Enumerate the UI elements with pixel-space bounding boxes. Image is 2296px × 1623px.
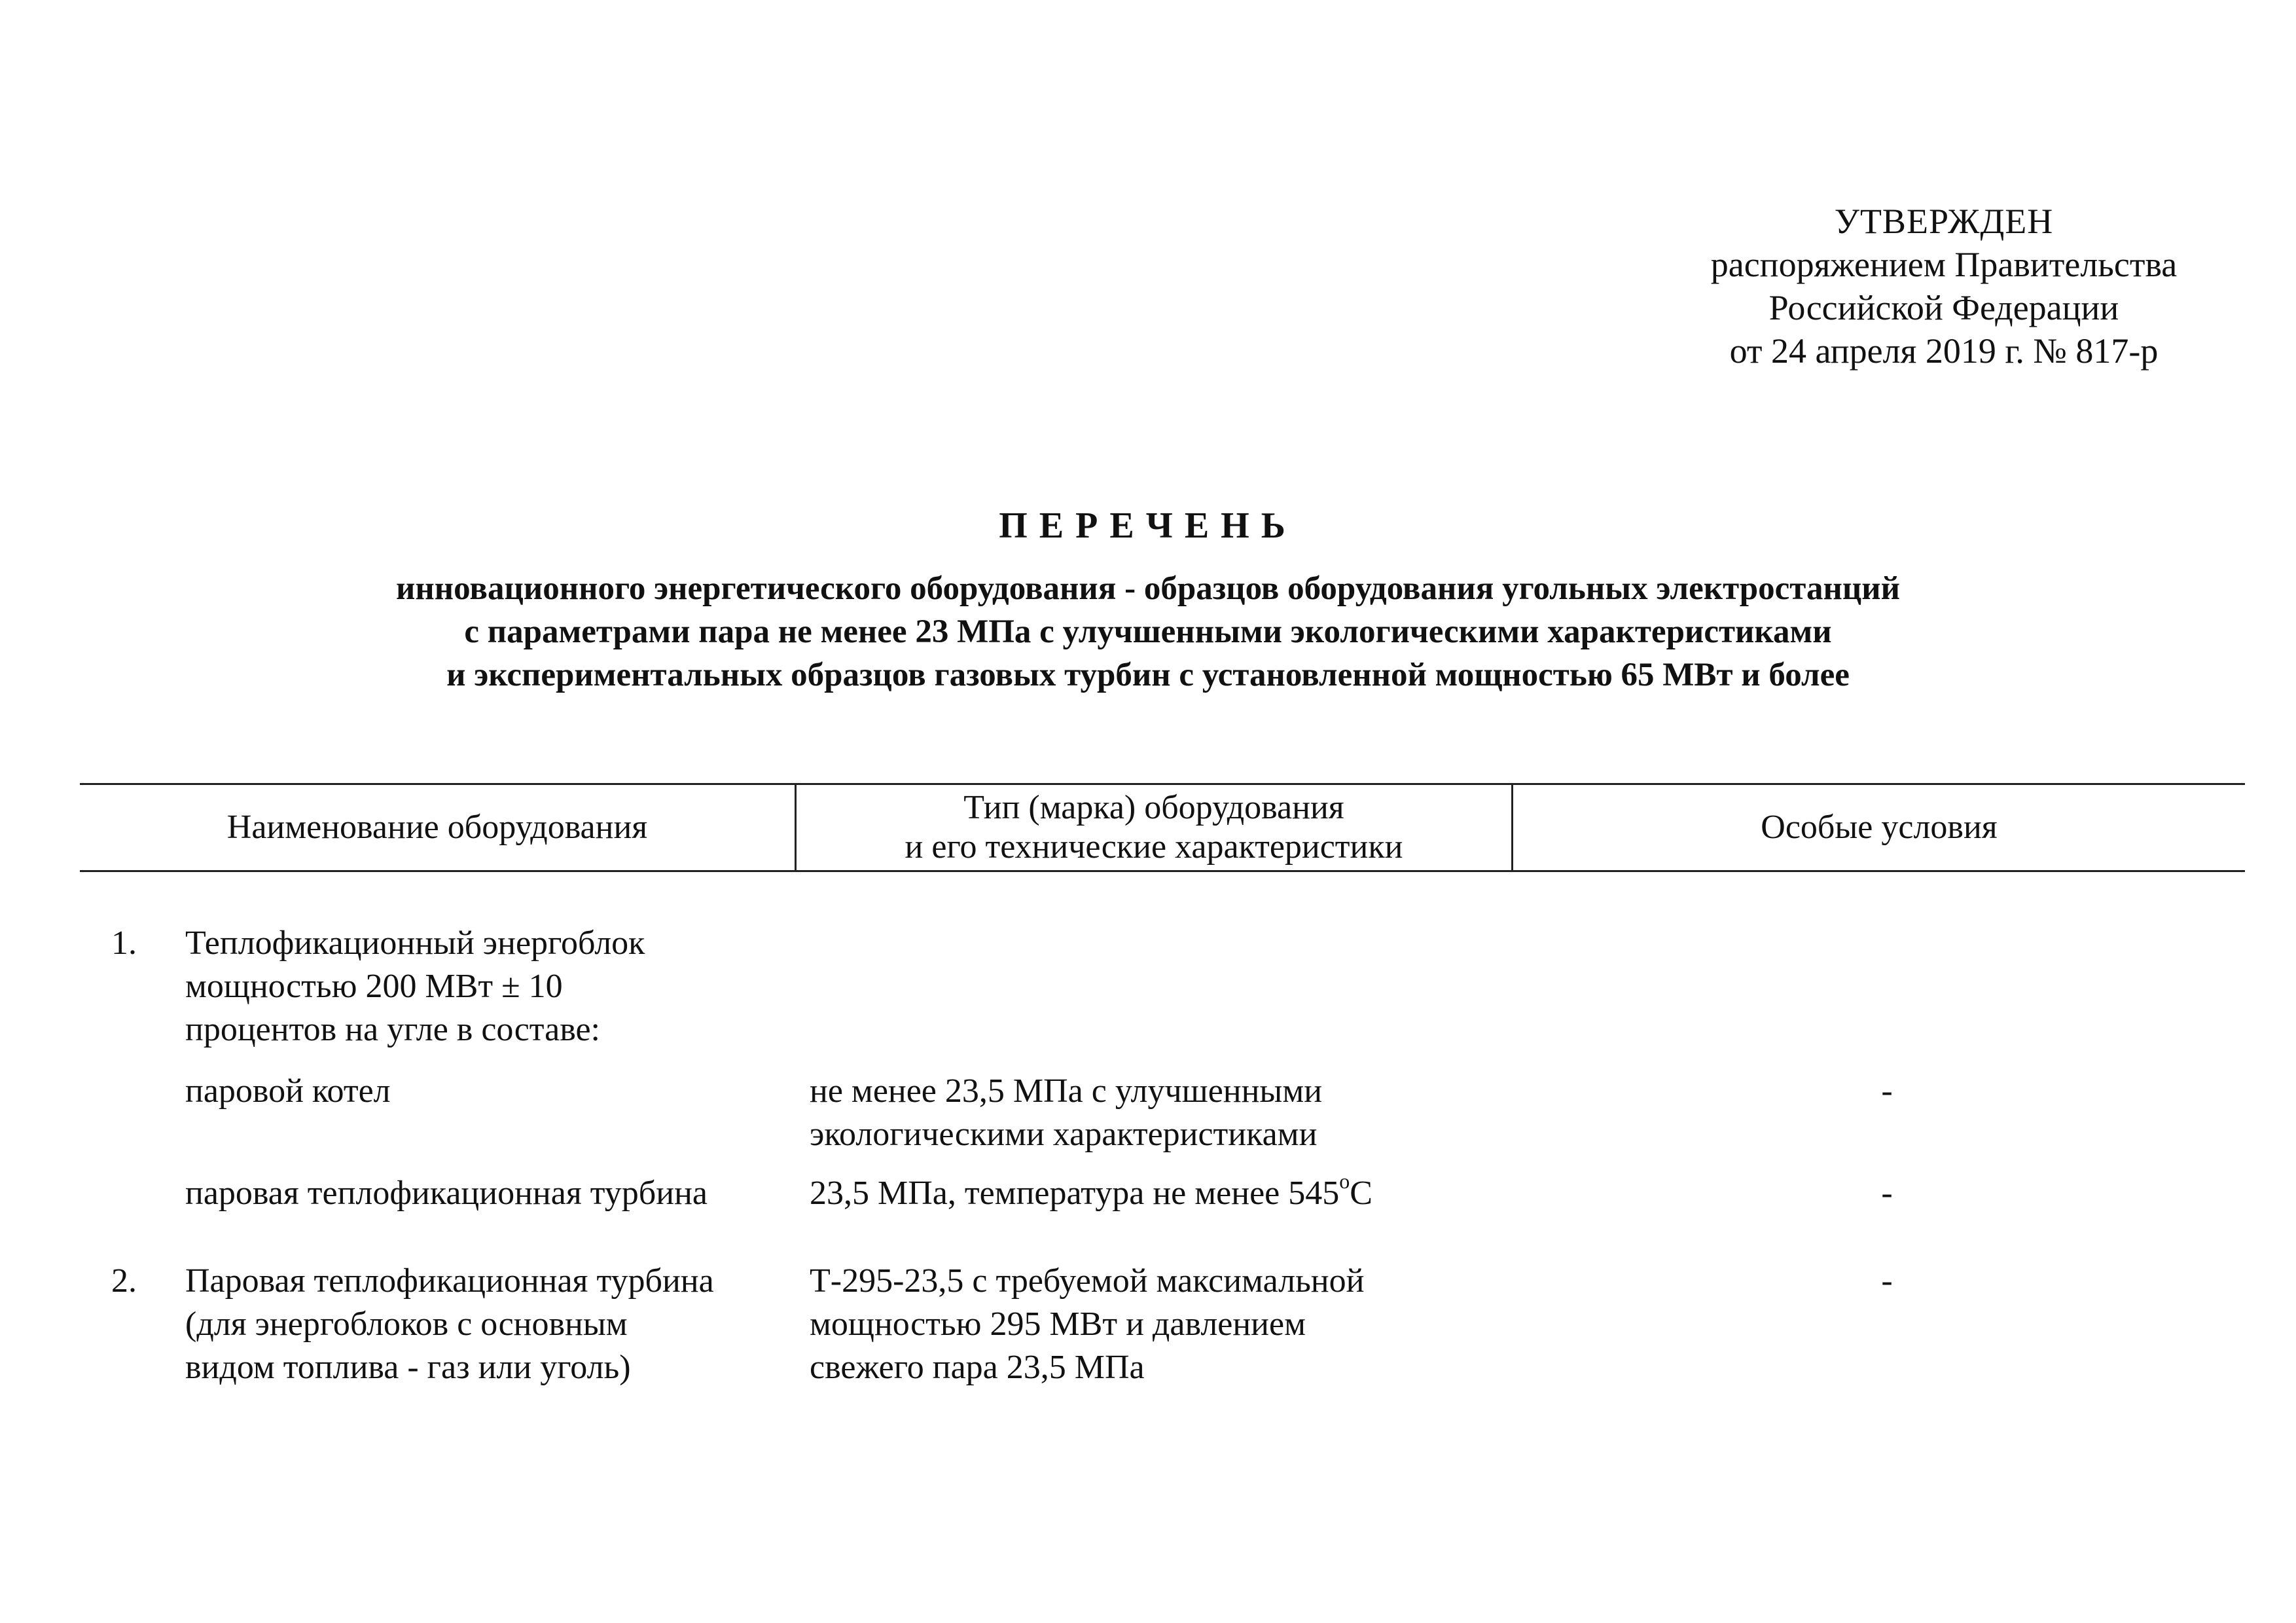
- table-header: [80, 783, 2245, 872]
- item-2-conditions: -: [1881, 1262, 1893, 1300]
- title-line-1: инновационного энергетического оборудования - образцов оборудования угольных электростанций: [396, 570, 1900, 607]
- item-1-name-line-2: мощностью 200 МВт ± 10: [185, 968, 563, 1005]
- item-1-name-line-3: процентов на угле в составе:: [185, 1011, 601, 1048]
- header-equipment-name: Наименование оборудования: [80, 785, 797, 870]
- approval-title: УТВЕРЖДЕН: [1834, 202, 2054, 241]
- item-2-name-line-1: Паровая теплофикационная турбина: [185, 1262, 714, 1300]
- item-1-sub-1-spec-line-1: не менее 23,5 МПа с улучшенными: [810, 1072, 1323, 1110]
- item-1-sub-2-spec: 23,5 МПа, температура не менее 545$^o$С: [810, 1169, 1372, 1212]
- item-2-spec-line-3: свежего пара 23,5 МПа: [810, 1349, 1145, 1386]
- item-1-sub-2-conditions: -: [1881, 1175, 1893, 1212]
- approval-date-number: от 24 апреля 2019 г. № 817-р: [1729, 331, 2159, 371]
- title-line-3: и экспериментальных образцов газовых турбин с установленной мощностью 65 МВт и более: [446, 657, 1850, 693]
- approval-block: [1676, 200, 2212, 373]
- item-2-spec-line-2: мощностью 295 МВт и давлением: [810, 1305, 1306, 1343]
- header-equipment-type: Тип (марка) оборудования и его технические характеристики: [797, 785, 1513, 870]
- item-1-sub-1-conditions: -: [1881, 1072, 1893, 1110]
- item-2-spec-line-1: Т-295-23,5 с требуемой максимальной: [810, 1262, 1365, 1300]
- item-2-name-line-2: (для энергоблоков с основным: [185, 1305, 628, 1343]
- item-2-name-line-3: видом топлива - газ или уголь): [185, 1349, 631, 1386]
- title-line-2: с параметрами пара не менее 23 МПа с улучшенными экологическими характеристиками: [464, 613, 1832, 650]
- item-1-number: 1.: [111, 924, 137, 962]
- item-2-number: 2.: [111, 1262, 137, 1300]
- approval-issuer: распоряжением Правительства: [1710, 245, 2178, 284]
- header-special-conditions: Особые условия: [1761, 809, 1998, 846]
- item-1-name-line-1: Теплофикационный энергоблок: [185, 924, 645, 962]
- degree-mark: o: [1339, 1169, 1350, 1193]
- item-1-sub-1-name: паровой котел: [185, 1072, 391, 1110]
- item-1-sub-2-name: паровая теплофикационная турбина: [185, 1175, 708, 1212]
- title-heading: ПЕРЕЧЕНЬ: [999, 505, 1297, 546]
- document-title: [0, 503, 2296, 697]
- approval-country: Российской Федерации: [1768, 288, 2119, 327]
- item-1-sub-1-spec-line-2: экологическими характеристиками: [810, 1116, 1318, 1153]
